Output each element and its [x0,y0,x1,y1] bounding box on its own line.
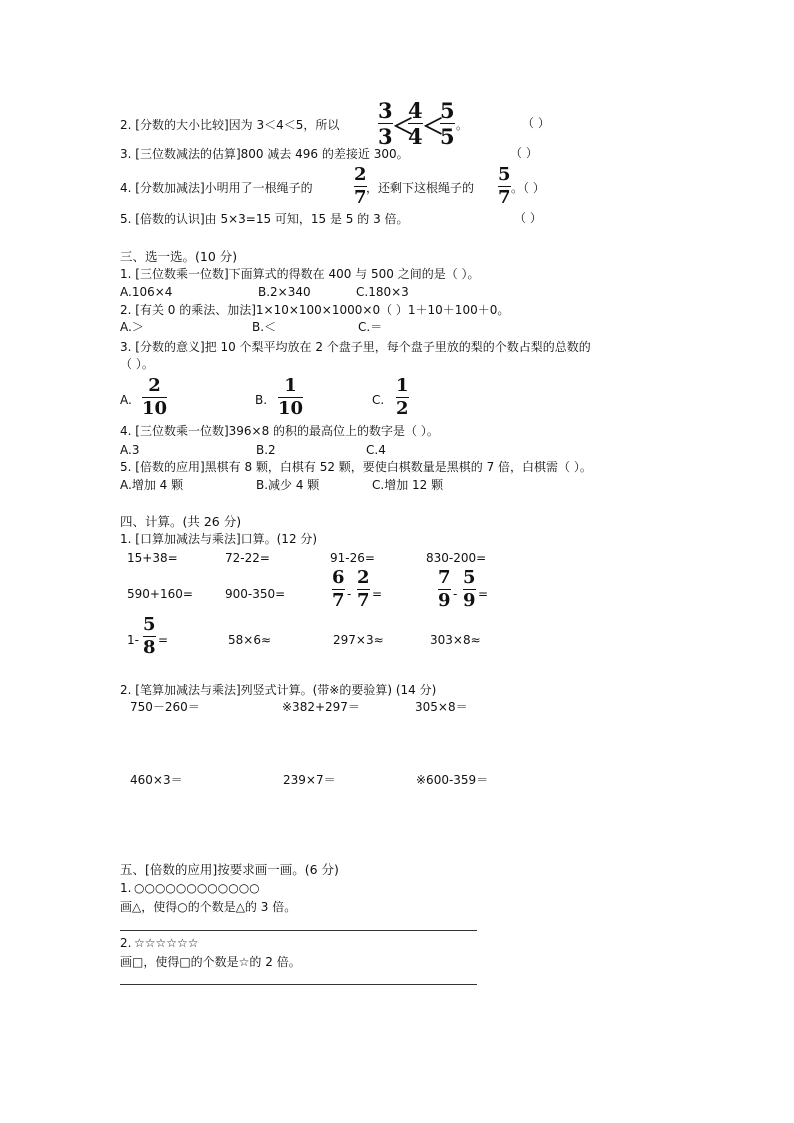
oral-item: 72-22= [225,551,270,565]
circle-symbols: ○○○○○○○○○○○○ [134,881,260,895]
draw-q1-instruction: 画△，使得○的个数是△的 3 倍。 [120,900,297,914]
choice-q4-option-c[interactable]: C.4 [366,443,386,457]
oral-item: 58×6≈ [228,633,272,647]
choice-q4-option-a[interactable]: A.3 [120,443,140,457]
oral-item: 297×3≈ [333,633,384,647]
fraction-2-7: 2 7 [357,567,370,611]
judge-q4-text-a: 4. [分数加减法]小明用了一根绳子的 [120,181,313,195]
judge-q2-end: 。 [456,118,469,132]
choice-q2-stem: 2. [有关 0 的乘法、加法]1×10×100×1000×0（ ）1＋10＋100＋0。 [120,303,510,317]
oral-item: 590+160= [127,587,193,601]
less-than-symbol: ＜ [392,114,415,140]
judge-q3-text: 3. [三位数减法的估算]800 减去 496 的差接近 300。 [120,147,409,161]
oral-item: 91-26= [330,551,375,565]
choice-q5-option-c[interactable]: C.增加 12 颗 [372,478,444,492]
fraction-4-4: 4 4 [408,98,423,149]
less-than-symbol: ＜ [422,114,445,140]
answer-paren[interactable]: （ ） [514,211,542,225]
oral-item: 15+38= [127,551,178,565]
fraction-7-9: 7 9 [438,567,451,611]
choice-q5-stem: 5. [倍数的应用]黑棋有 8 颗，白棋有 52 颗，要使白棋数量是黑棋的 7 倍，白棋需（ ）。 [120,460,592,474]
answer-line[interactable] [120,930,477,931]
choice-q3-option-b[interactable]: B. [255,393,268,407]
fraction-5-8: 5 8 [143,614,156,658]
fraction-5-9: 5 9 [463,567,476,611]
fraction-3-3: 3 3 [378,98,393,149]
choice-q3-option-c[interactable]: C. [372,393,385,407]
choice-q5-option-b[interactable]: B.减少 4 颗 [256,478,320,492]
oral-item: 303×8≈ [430,633,481,647]
equals-sign: = [158,633,169,647]
written-item: 305×8＝ [415,700,468,714]
choice-q3-stem-end: （ ）。 [120,357,154,371]
minus-sign: - [453,587,458,601]
fraction-2-10: 2 10 [142,375,168,419]
section-title-drawing: 五、[倍数的应用]按要求画一画。(6 分) [120,862,339,877]
minus-sign: - [347,587,352,601]
judge-q4-end: 。（ ） [511,181,545,195]
draw-q1-prefix: 1. [120,881,132,895]
written-item: 750－260＝ [130,700,200,714]
fraction-5-5: 5 5 [440,98,455,149]
choice-q2-option-a[interactable]: A.＞ [120,320,144,334]
oral-item: 830-200= [426,551,487,565]
draw-q2-prefix: 2. [120,936,132,950]
judge-q4-text-b: ，还剩下这根绳子的 [366,181,475,195]
choice-q2-option-b[interactable]: B.＜ [252,320,277,334]
fraction-5-7: 5 7 [498,164,511,208]
fraction-1-10: 1 10 [278,375,304,419]
written-item: 239×7＝ [283,773,336,787]
judge-q5-text: 5. [倍数的认识]由 5×3=15 可知，15 是 5 的 3 倍。 [120,212,409,226]
judge-q2-text: 2. [分数的大小比较]因为 3＜4＜5，所以 [120,118,340,132]
fraction-1-2: 1 2 [396,375,409,419]
written-calc-subtitle: 2. [笔算加减法与乘法]列竖式计算。(带※的要验算) (14 分) [120,683,437,697]
oral-calc-subtitle: 1. [口算加减法与乘法]口算。(12 分) [120,532,318,546]
fraction-2-7: 2 7 [354,164,367,208]
written-item: ※382+297＝ [282,700,360,714]
oral-prefix: 1- [127,633,139,647]
equals-sign: = [372,587,383,601]
choice-q1-option-a[interactable]: A.106×4 [120,285,173,299]
choice-q3-stem: 3. [分数的意义]把 10 个梨平均放在 2 个盘子里，每个盘子里放的梨的个数占梨的总数的 [120,340,591,354]
choice-q3-option-a[interactable]: A. [120,393,132,407]
choice-q1-stem: 1. [三位数乘一位数]下面算式的得数在 400 与 500 之间的是（ ）。 [120,267,480,281]
choice-q1-option-c[interactable]: C.180×3 [356,285,409,299]
star-symbols: ☆☆☆☆☆☆ [134,936,199,950]
oral-item: 900-350= [225,587,286,601]
choice-q1-option-b[interactable]: B.2×340 [258,285,311,299]
choice-q4-stem: 4. [三位数乘一位数]396×8 的积的最高位上的数字是（ ）。 [120,424,439,438]
written-item: ※600-359＝ [416,773,489,787]
section-title-choice: 三、选一选。(10 分) [120,249,238,264]
choice-q4-option-b[interactable]: B.2 [256,443,276,457]
fraction-6-7: 6 7 [332,567,345,611]
draw-q2-instruction: 画□，使得□的个数是☆的 2 倍。 [120,955,301,969]
answer-paren[interactable]: （ ） [510,146,538,160]
section-title-calculation: 四、计算。(共 26 分) [120,514,242,529]
written-item: 460×3＝ [130,773,183,787]
choice-q2-option-c[interactable]: C.＝ [358,320,383,334]
choice-q5-option-a[interactable]: A.增加 4 颗 [120,478,184,492]
equals-sign: = [478,587,489,601]
answer-line[interactable] [120,984,477,985]
answer-paren[interactable]: （ ） [522,116,550,130]
